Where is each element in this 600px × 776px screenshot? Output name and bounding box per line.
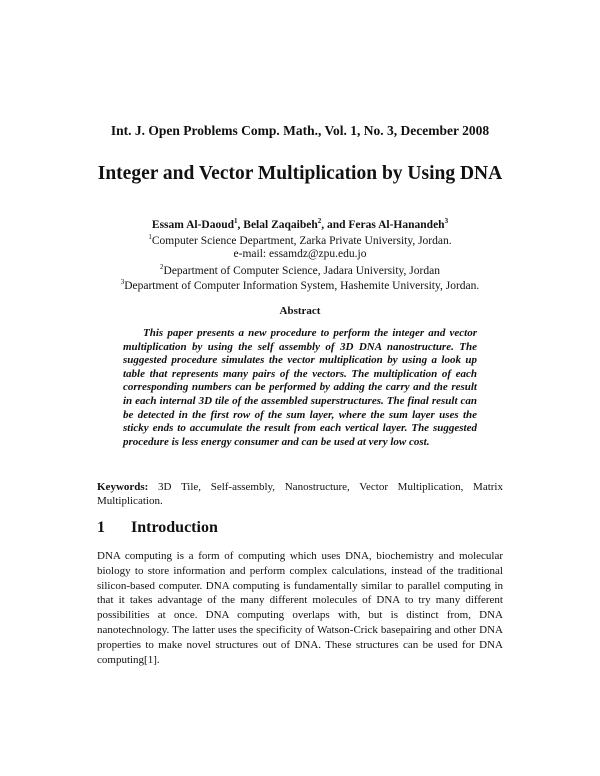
keywords-block: [97, 480, 503, 508]
affiliation-text: Computer Science Department, Zarka Private University, Jordan.: [151, 234, 452, 247]
affiliation-text: Department of Computer Science, Jadara University, Jordan: [163, 264, 440, 277]
section-number: 1: [97, 519, 105, 536]
author-name: Essam Al-Daoud: [151, 218, 235, 231]
affiliation-mark: 1: [148, 233, 152, 241]
author-affiliation-mark: 2: [317, 217, 322, 225]
author-email: e-mail: essamdz@zpu.edu.jo: [233, 248, 367, 260]
affiliation-mark: 2: [160, 263, 164, 271]
author-separator: ,: [237, 218, 244, 231]
affiliation-line: [0, 278, 600, 292]
affiliation-line: [0, 233, 600, 247]
abstract-body: This paper presents a new procedure to perform the integer and vector multiplication by using the self assembly of 3D DNA nanostructure. The suggested procedure simulates the vector multiplication by using a look up table that represents many pairs of the vectors. The multiplication of each corresponding numbers can be performed by adding the carry and the result in each internal 3D tile of the assembled superstructures. The final result can be detected in the first row of the sum layer, where the sum layer uses the sticky ends to accumulate the result from each vertical layer. The suggested procedure is less energy consumer and can be used at very low cost.: [123, 327, 477, 448]
paper-title: Integer and Vector Multiplication by Using DNA: [97, 163, 503, 184]
author-separator: , and: [321, 218, 349, 231]
section-title: Introduction: [131, 519, 218, 536]
author-name: Belal Zaqaibeh: [243, 218, 318, 231]
affiliation-line: [0, 263, 600, 277]
affiliation-mark: 3: [120, 278, 125, 286]
abstract-heading: Abstract: [279, 305, 321, 317]
keywords-text: 3D Tile, Self-assembly, Nanostructure, Vector Multiplication, Matrix Multiplication.: [97, 481, 503, 507]
affiliation-text: Department of Computer Information System, Hashemite University, Jordan.: [124, 279, 480, 292]
journal-citation-header: Int. J. Open Problems Comp. Math., Vol. 1, No. 3, December 2008: [110, 123, 490, 138]
section-heading: [97, 519, 503, 537]
author-affiliation-mark: 3: [444, 217, 449, 225]
author-name: Feras Al-Hanandeh: [348, 218, 445, 231]
affiliation-email-line: [0, 248, 600, 260]
keywords-label: Keywords:: [97, 481, 149, 493]
introduction-paragraph: DNA computing is a form of computing which uses DNA, biochemistry and molecular biology to store information and perform complex calculations, instead of the traditional silicon-based computer. DNA computing is fundamentally similar to parallel computing in that it takes advantage of the many different molecules of DNA to try many different possibilities at once. DNA computing overlaps with, but is distinct from, DNA nanotechnology. The latter uses the specificity of Watson-Crick basepairing and other DNA properties to make novel structures out of DNA. These structures can be used for DNA computing[1].: [97, 550, 503, 666]
author-list: [0, 217, 600, 231]
author-affiliation-mark: 1: [234, 217, 238, 225]
